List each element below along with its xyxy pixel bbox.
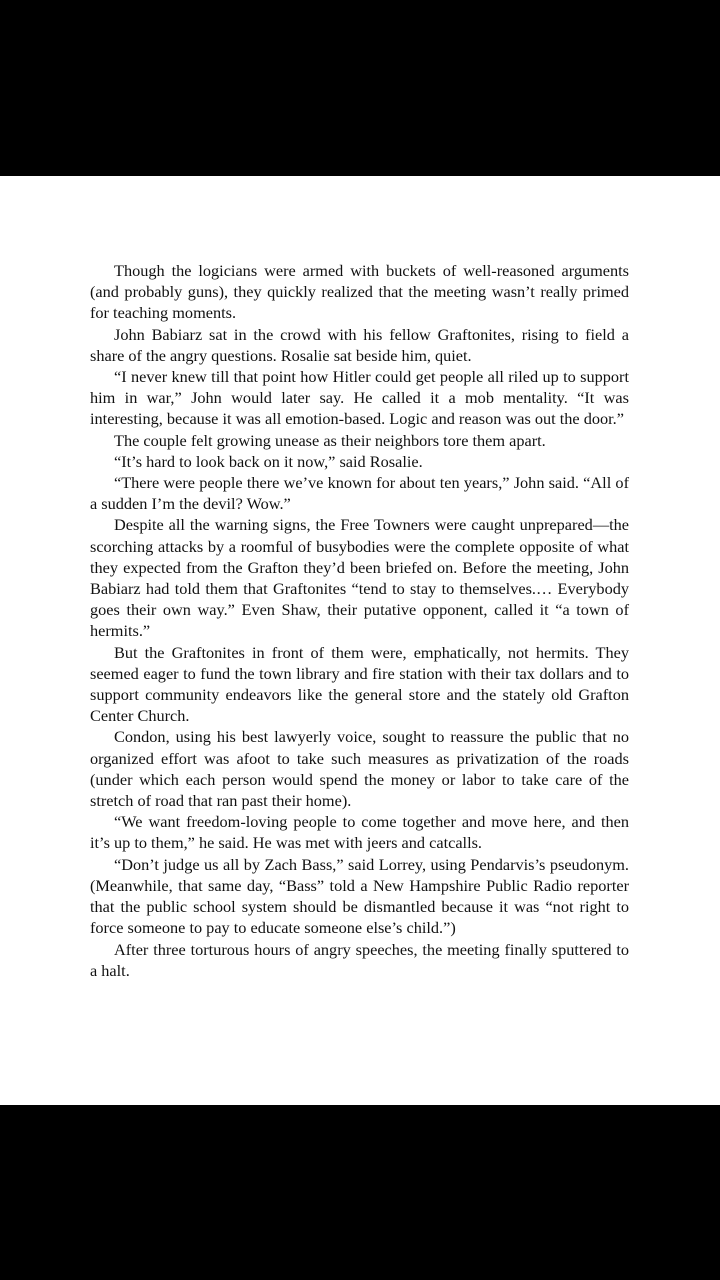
paragraph: “We want freedom-loving people to come together and move here, and then it’s up to them,” he said. He was met with jeers and catcalls. [90,812,629,853]
paragraph: “There were people there we’ve known for about ten years,” John said. “All of a sudden I’m the devil? Wow.” [90,473,629,514]
paragraph: “Don’t judge us all by Zach Bass,” said Lorrey, using Pendarvis’s pseudonym. (Meanwhile, that same day, “Bass” told a New Hampshire Public Radio reporter that the public school system should be dismantled because it was “not right to force someone to pay to educate someone else’s child.”) [90,854,629,938]
paragraph: John Babiarz sat in the crowd with his fellow Graftonites, rising to field a share of the angry questions. Rosalie sat beside him, quiet. [90,324,629,365]
paragraph: The couple felt growing unease as their neighbors tore them apart. [114,430,546,450]
paragraph: “I never knew till that point how Hitler could get people all riled up to support him in war,” John would later say. He called it a mob mentality. “It was interesting, because it was all emotion-based. Logic and reason was out the door.” [90,367,629,429]
paragraph: After three torturous hours of angry speeches, the meeting finally sputtered to a halt. [90,939,629,980]
paragraph: But the Graftonites in front of them were, emphatically, not hermits. They seemed eager to fund the town library and fire station with their tax dollars and to support community endeavors like the general store and the stately old Grafton Center Church. [90,642,629,726]
book-page [0,176,720,1105]
page-text [90,260,629,981]
paragraph: Despite all the warning signs, the Free Towners were caught unprepared—the scorching attacks by a roomful of busybodies were the complete opposite of what they expected from the Grafton they’d been briefed on. Before the meeting, John Babiarz had told them that Graftonites “tend to stay to themselves.… Everybody goes their own way.” Even Shaw, their putative opponent, called it “a town of hermits.” [90,515,629,641]
paragraph: Though the logicians were armed with buckets of well-reasoned arguments (and probably guns), they quickly realized that the meeting wasn’t really primed for teaching moments. [90,261,629,323]
paragraph: “It’s hard to look back on it now,” said Rosalie. [114,451,423,471]
paragraph: Condon, using his best lawyerly voice, sought to reassure the public that no organized effort was afoot to take such measures as privatization of the roads (under which each person would spend the money or labor to take care of the stretch of road that ran past their home). [90,727,629,811]
